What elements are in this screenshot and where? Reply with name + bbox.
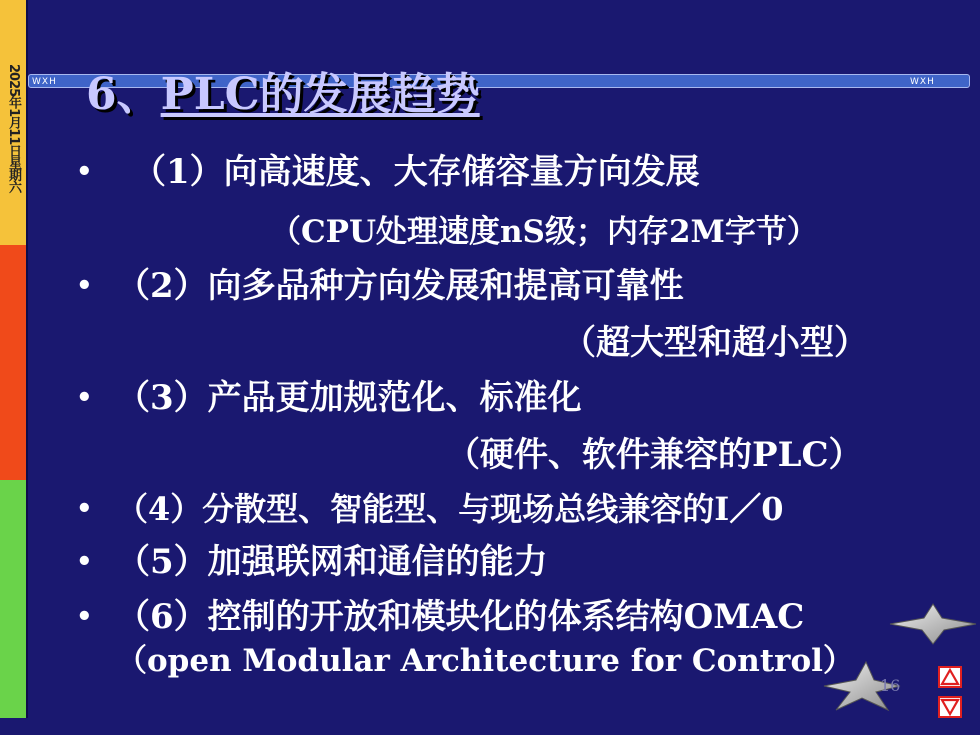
nav-down-button[interactable] <box>938 696 962 718</box>
bullet-5: • <box>76 547 93 577</box>
triangle-up-icon <box>940 668 960 686</box>
date-label: 2025年1月11日星期六 <box>6 64 21 193</box>
item-4-text: （4）分散型、智能型、与现场总线兼容的I／0 <box>116 490 784 528</box>
sidebar-edge <box>26 0 28 718</box>
page-title <box>86 58 480 122</box>
bullet-4: • <box>76 494 93 524</box>
bullet-2: • <box>76 271 93 301</box>
title-text: PLC的发展趋势 <box>160 69 480 120</box>
title-number: 6、 <box>86 69 161 120</box>
item-5-text: （5）加强联网和通信的能力 <box>116 542 548 582</box>
page-number: 16 <box>880 676 901 695</box>
item-6-detail: （open Modular Architecture for Control） <box>116 643 854 679</box>
item-3-text: （3）产品更加规范化、标准化 <box>116 378 582 418</box>
item-1-text: （1）向高速度、大存储容量方向发展 <box>132 152 700 192</box>
header-mark-right: WXH <box>910 77 935 87</box>
item-3-detail: （硬件、软件兼容的PLC） <box>446 435 863 475</box>
sidebar-stripe-red <box>0 245 26 480</box>
bullet-1: • <box>76 157 93 187</box>
item-2-detail: （超大型和超小型） <box>562 323 868 363</box>
item-6-text: （6）控制的开放和模块化的体系结构OMAC <box>116 597 805 637</box>
bullet-3: • <box>76 383 93 413</box>
item-2-text: （2）向多品种方向发展和提高可靠性 <box>116 266 684 306</box>
sidebar-stripe-green <box>0 480 26 718</box>
star-decoration-icon <box>888 602 978 646</box>
item-1-detail: （CPU处理速度nS级；内存2M字节） <box>270 214 818 250</box>
bullet-6: • <box>76 602 93 632</box>
header-mark-left: WXH <box>32 77 57 87</box>
triangle-down-icon <box>940 698 960 716</box>
nav-up-button[interactable] <box>938 666 962 688</box>
